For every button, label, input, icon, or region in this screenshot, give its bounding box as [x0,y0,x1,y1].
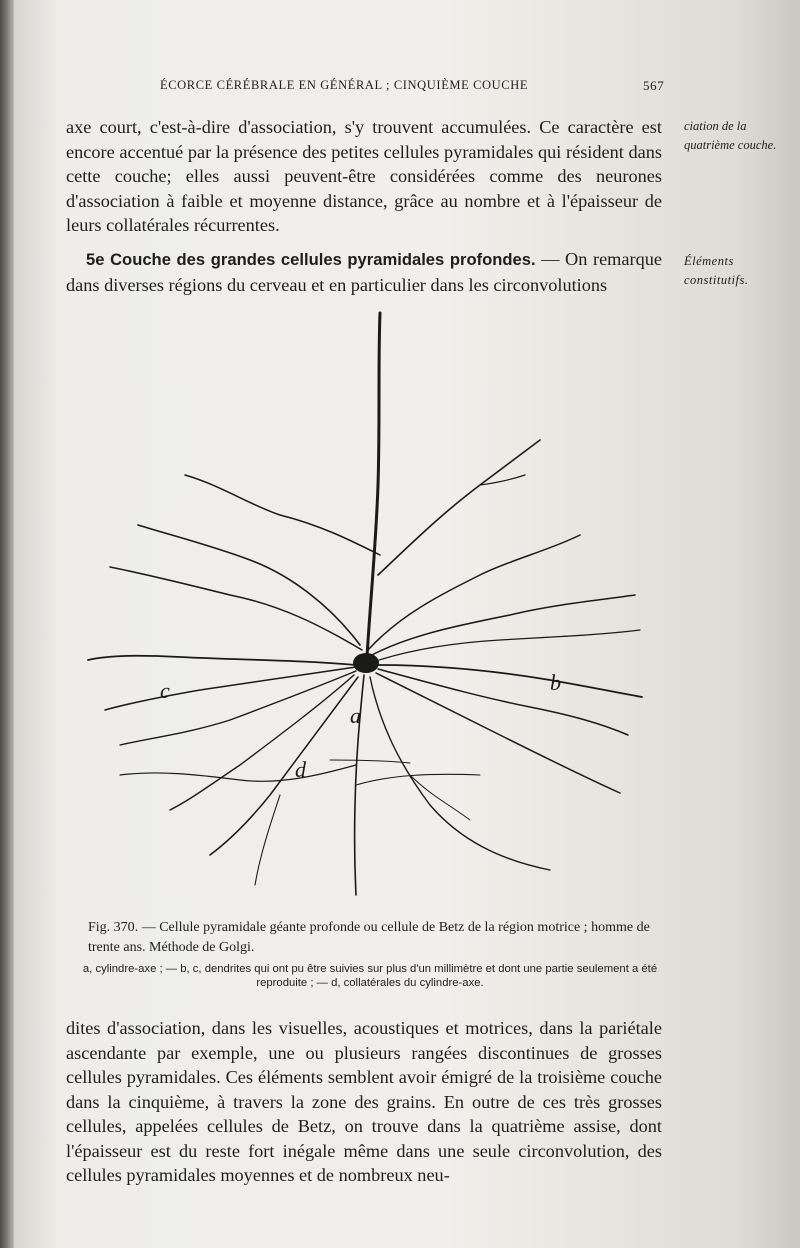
paragraph-1: axe court, c'est-à-dire d'association, s'y trouvent accumulées. Ce caractère est encore accentué par la présence des petites cellules pyramidales qui résident dans cette couche; elles aussi peuvent-être considérées comme des neurones d'association à faible et moyenne distance, grâce au nombre et à l'épaisseur de leurs collatérales récurrentes. [66,117,662,235]
page-number: 567 [643,78,665,93]
betz-cell-figure [80,305,650,905]
cell-soma [353,653,379,673]
book-gutter [0,0,14,1248]
margin-note-1: ciation de la quatrième couche. [684,119,777,152]
figure-caption [88,918,660,958]
running-title: ÉCORCE CÉRÉBRALE EN GÉNÉRAL ; CINQUIÈME COUCHE [160,78,529,92]
paragraph-3: dites d'association, dans les visuelles, acoustiques et motrices, dans la pariétale ascendante par exemple, une ou plusieurs rangées discontinues de grosses cellules pyramidales. Ces éléments semblent avoir émigré de la troisième couche dans la cinquième, à travers la zone des grains. En outre de ces très grosses cellules, appelées cellules de Betz, on trouve dans la quatrième assise, dont l'épaisseur est du reste fort inégale même dans une seule circonvolution, des cellules pyramidales moyennes et de nombreux neu- [66,1018,662,1185]
margin-note-2: Éléments constitutifs. [684,254,749,287]
section-heading: 5e Couche des grandes cellules pyramidales profondes. [86,250,536,269]
label-b: b [550,670,561,695]
label-c: c [160,678,170,703]
figure-legend: a, cylindre-axe ; — b, c, dendrites qui ont pu être suivies sur plus d'un millimètre et dont une partie seulement a été reproduite ; — d, collatérales du cylindre-axe. [82,963,658,989]
label-d: d [295,757,306,782]
apical-dendrite [367,313,380,657]
paragraph-2-text: — On remarque dans diverses régions du cerveau et en particulier dans les circonvolutions [66,249,662,295]
figure-number: Fig. 370. [88,920,139,935]
paragraph-2 [66,247,662,297]
caption-text: — Cellule pyramidale géante profonde ou cellule de Betz de la région motrice ; homme de trente ans. Méthode de Golgi. [88,920,650,955]
label-a: a [350,703,361,728]
running-header [160,78,665,93]
